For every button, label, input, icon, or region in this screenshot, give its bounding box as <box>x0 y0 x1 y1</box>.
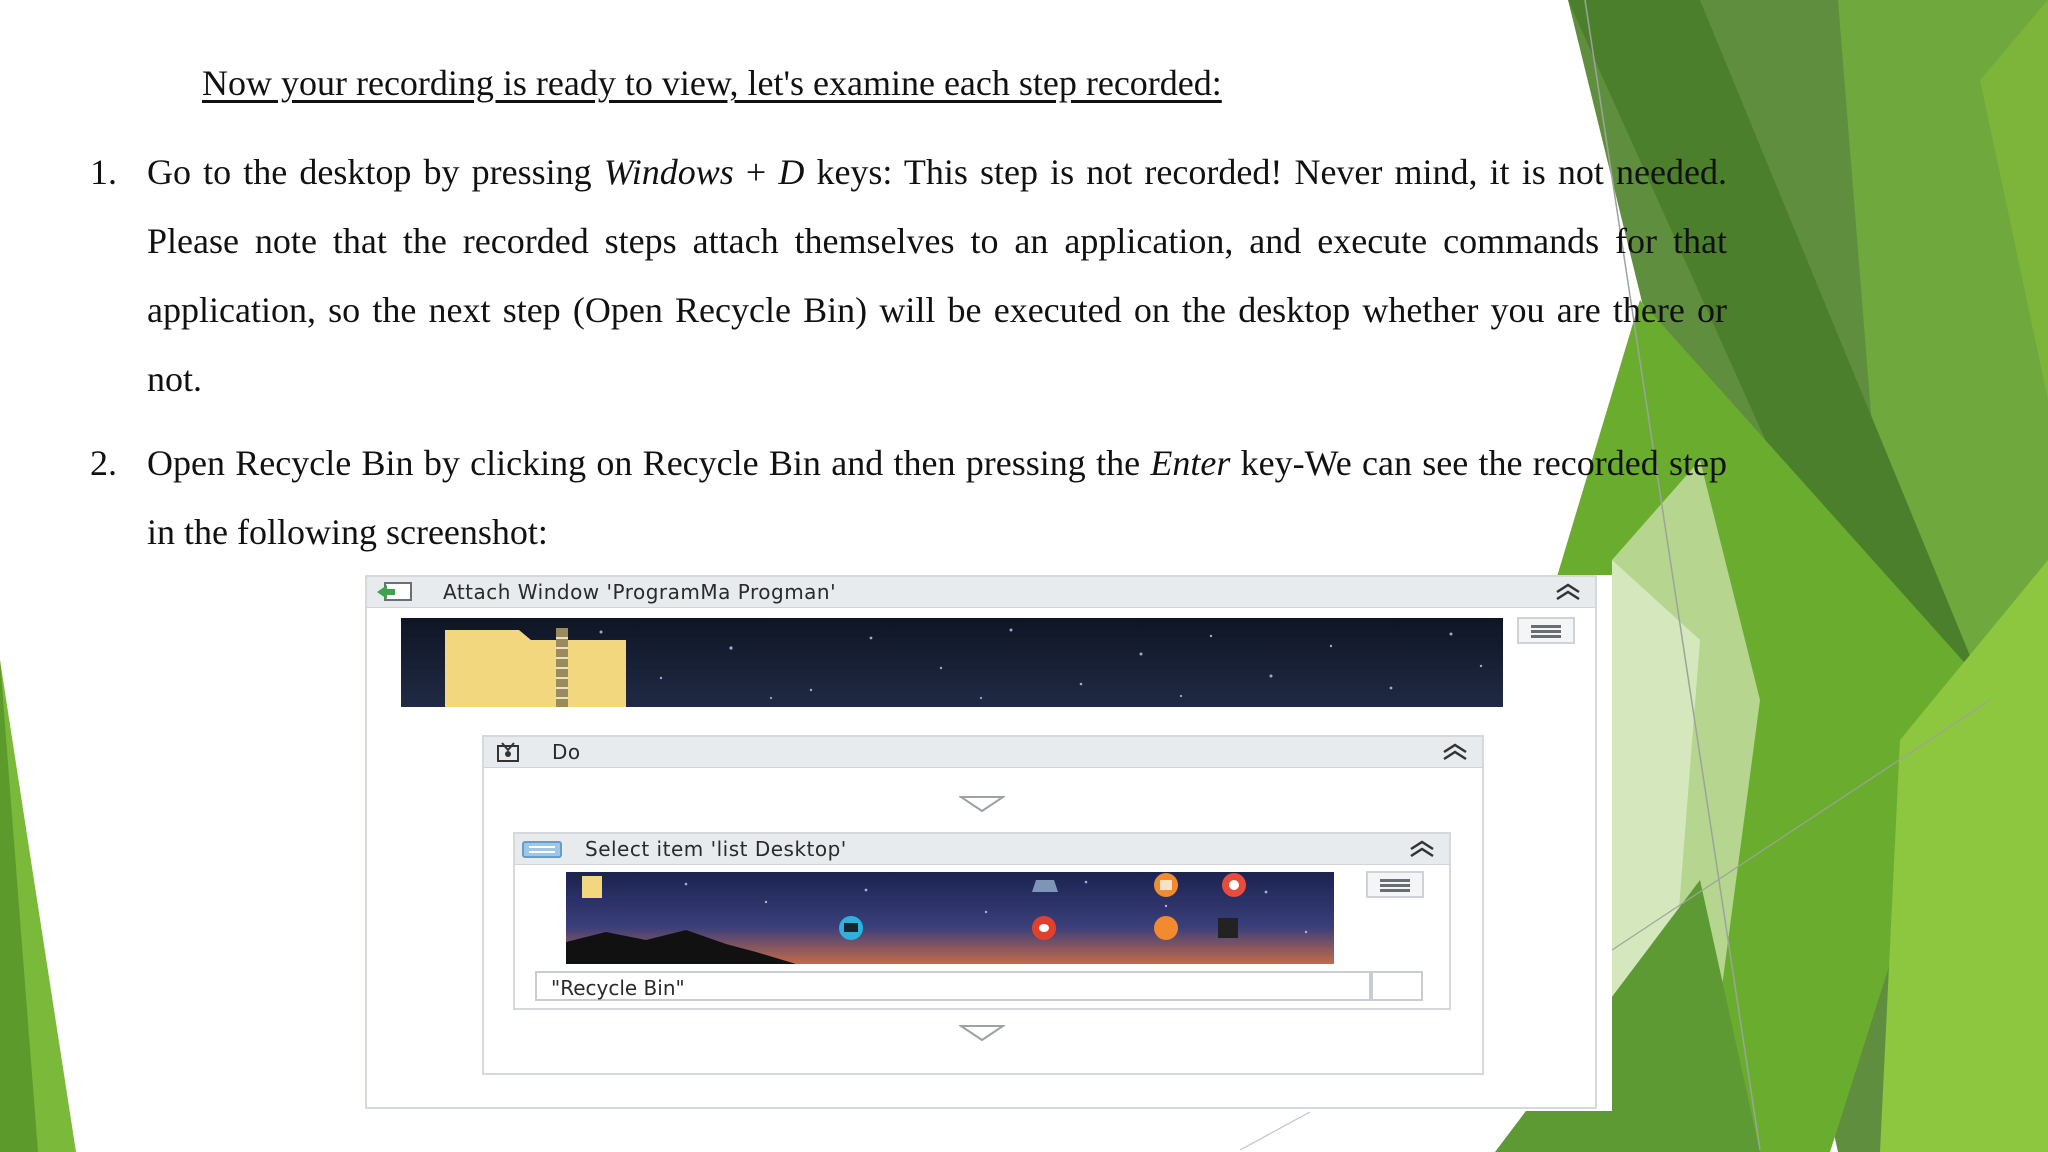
step-text: Go to the desktop by pressing Windows + D keys: This step is not recorded! Never mind, it is not needed. Please note that the recorded steps attach themselves to an application, and execute commands for that application, so the next step (Open Recycle Bin) will be executed on the desktop whether you are there or not. <box>147 152 1727 399</box>
hamburger-menu-icon[interactable] <box>1366 871 1424 898</box>
select-item-panel <box>513 832 1451 1010</box>
embedded-screenshot <box>365 575 1612 1111</box>
attach-window-header[interactable] <box>367 577 1595 608</box>
keyword-d: D <box>778 152 805 192</box>
list-select-icon <box>519 838 565 860</box>
step-number: 1. <box>90 152 117 192</box>
drop-target-triangle-icon[interactable] <box>959 795 1005 813</box>
attach-window-panel <box>365 575 1597 1109</box>
selected-item-field[interactable] <box>535 971 1371 1001</box>
attach-window-title: Attach Window 'ProgramMa Progman' <box>443 580 837 604</box>
selected-item-value: "Recycle Bin" <box>551 976 685 1000</box>
step-1 <box>90 138 1727 414</box>
attach-window-icon <box>375 581 415 603</box>
do-panel <box>482 735 1484 1075</box>
double-chevron-up-icon[interactable] <box>1407 838 1437 860</box>
drop-target-triangle-icon[interactable] <box>959 1024 1005 1042</box>
keyword-windows: Windows <box>603 152 734 192</box>
do-header[interactable] <box>484 737 1482 768</box>
select-item-thumbnail <box>566 872 1334 964</box>
double-chevron-up-icon[interactable] <box>1553 581 1583 603</box>
step-text: Open Recycle Bin by clicking on Recycle Bin and then pressing the Enter key-We can see the recorded step in the following screenshot: <box>147 443 1727 552</box>
slide-heading: Now your recording is ready to view, let's examine each step recorded: <box>202 63 1222 103</box>
starfield-image <box>401 618 1503 707</box>
hamburger-menu-icon[interactable] <box>1517 617 1575 644</box>
select-item-header[interactable] <box>515 834 1449 865</box>
step-number: 2. <box>90 443 117 483</box>
desktop-image <box>566 872 1334 964</box>
do-activity-icon <box>492 740 530 764</box>
do-title: Do <box>552 740 581 764</box>
double-chevron-up-icon[interactable] <box>1440 741 1470 763</box>
attach-window-thumbnail <box>401 618 1503 707</box>
select-item-title: Select item 'list Desktop' <box>585 837 847 861</box>
keyword-enter: Enter <box>1150 443 1231 483</box>
selected-item-expression-button[interactable] <box>1371 971 1423 1001</box>
step-2 <box>90 429 1727 567</box>
